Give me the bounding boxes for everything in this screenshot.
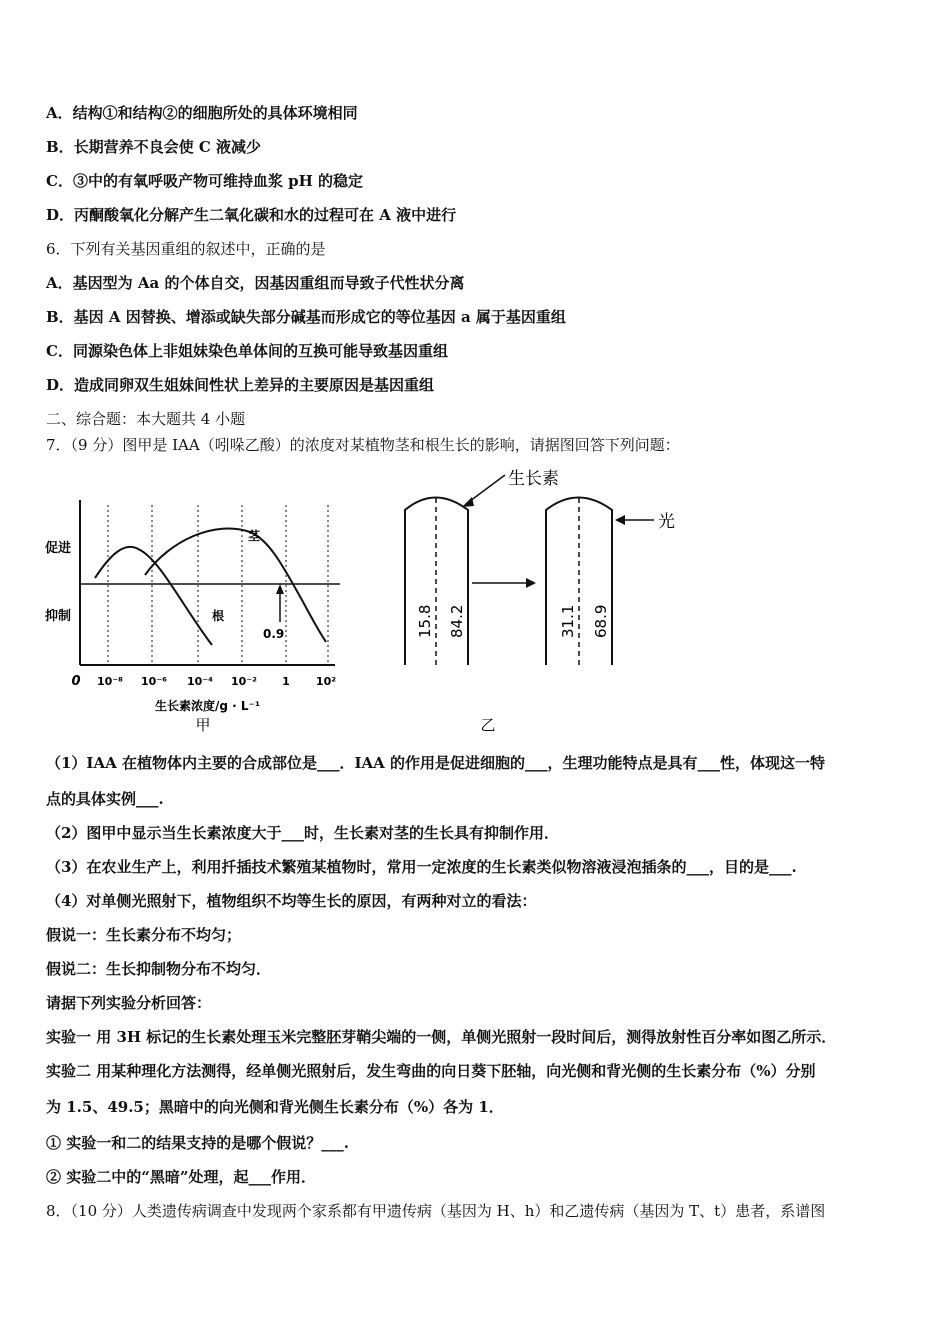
q7-sub1-line2: 点的具体实例___. xyxy=(46,790,164,808)
right-value-2: 68.9 xyxy=(592,604,610,638)
q8-stem-text: 8．（10 分）人类遗传病调查中发现两个家系都有甲遗传病（基因为 H、h）和乙遗传病（基因为 T、t）患者，系谱图 xyxy=(46,1202,826,1220)
light-arrowhead xyxy=(615,515,625,525)
q5-option-a: A．结构①和结构②的细胞所处的具体环境相同 xyxy=(46,104,358,122)
stem-label: 茎 xyxy=(248,529,261,543)
q7-stem: 7．（9 分）图甲是 IAA（吲哚乙酸）的浓度对某植物茎和根生长的影响，请据图回答下列问题： xyxy=(46,436,680,454)
left-value-2: 84.2 xyxy=(448,604,466,638)
tick-label-5: 1 xyxy=(282,675,290,688)
figure-jia xyxy=(45,500,340,734)
marker-label: 0.9 xyxy=(263,627,285,641)
q7-sub3: （3）在农业生产上，利用扦插技术繁殖某植物时，常用一定浓度的生长素类似物溶液浸泡插条的___，目的是___. xyxy=(46,858,797,876)
experiment-1: 实验一 用 3H 标记的生长素处理玉米完整胚芽鞘尖端的一侧，单侧光照射一段时间后，测得放射性百分率如图乙所示． xyxy=(46,1028,837,1046)
sub-question-1: ① 实验一和二的结果支持的是哪个假说？___. xyxy=(46,1134,349,1152)
auxin-label: 生长素 xyxy=(508,469,559,489)
tick-label-4: 10⁻² xyxy=(231,675,257,688)
q7-sub1-line1: （1）IAA 在植物体内主要的合成部位是___．IAA 的作用是促进细胞的___，生理功能特点是具有___性，体现这一特 xyxy=(46,754,825,772)
marker-arrowhead xyxy=(276,584,284,594)
section-heading: 二、综合题：本大题共 4 小题 xyxy=(46,410,246,428)
q5-option-b: B．长期营养不良会使 C 液减少 xyxy=(46,138,262,156)
caption-yi: 乙 xyxy=(480,716,496,734)
root-curve xyxy=(95,547,212,645)
origin-label: 0 xyxy=(71,674,81,689)
caption-jia: 甲 xyxy=(195,716,211,734)
q6-option-b: B．基因 A 因替换、增添或缺失部分碱基而形成它的等位基因 a 属于基因重组 xyxy=(46,308,566,326)
q7-sub4: （4）对单侧光照射下，植物组织不均等生长的原因，有两种对立的看法： xyxy=(46,892,537,910)
q6-stem: 6．下列有关基因重组的叙述中，正确的是 xyxy=(46,240,326,258)
sub-question-2: ② 实验二中的“黑暗”处理，起___作用． xyxy=(46,1168,316,1186)
auxin-arrowhead xyxy=(462,497,474,507)
tick-label-2: 10⁻⁶ xyxy=(141,675,167,688)
tick-label-3: 10⁻⁴ xyxy=(187,675,213,688)
x-axis-label: 生长素浓度/g · L⁻¹ xyxy=(155,699,261,713)
right-value-1: 31.1 xyxy=(559,604,577,638)
q7-figures xyxy=(40,460,740,740)
q6-option-c: C．同源染色体上非姐妹染色单体间的互换可能导致基因重组 xyxy=(46,342,448,360)
tick-label-1: 10⁻⁸ xyxy=(97,675,123,688)
figure-yi xyxy=(405,469,675,734)
figure-svg xyxy=(40,460,740,740)
light-label: 光 xyxy=(658,512,675,532)
analysis-prompt: 请据下列实验分析回答： xyxy=(46,994,212,1012)
q7-sub2: （2）图甲中显示当生长素浓度大于___时，生长素对茎的生长具有抑制作用． xyxy=(46,824,559,842)
q8-stem xyxy=(46,1200,825,1221)
hypothesis-1: 假说一：生长素分布不均匀； xyxy=(46,926,242,944)
q6-option-a: A．基因型为 Aa 的个体自交，因基因重组而导致子代性状分离 xyxy=(46,274,465,292)
left-value-1: 15.8 xyxy=(416,604,434,638)
transition-arrowhead xyxy=(526,578,536,588)
y-label-promote: 促进 xyxy=(45,541,72,556)
y-label-inhibit: 抑制 xyxy=(45,609,72,624)
experiment-2-line2: 为 1.5、49.5；黑暗中的向光侧和背光侧生长素分布（%）各为 1． xyxy=(46,1098,504,1116)
hypothesis-2: 假说二：生长抑制物分布不均匀． xyxy=(46,960,272,978)
tick-label-6: 10² xyxy=(315,675,337,688)
q5-option-c: C．③中的有氧呼吸产物可维持血浆 pH 的稳定 xyxy=(46,172,364,190)
experiment-2-line1: 实验二 用某种理化方法测得，经单侧光照射后，发生弯曲的向日葵下胚轴，向光侧和背光侧的生长素分布（%）分别 xyxy=(46,1062,816,1080)
q5-option-d: D．丙酮酸氧化分解产生二氧化碳和水的过程可在 A 液中进行 xyxy=(46,206,457,224)
root-label: 根 xyxy=(212,609,225,623)
q6-option-d: D．造成同卵双生姐妹间性状上差异的主要原因是基因重组 xyxy=(46,376,435,394)
